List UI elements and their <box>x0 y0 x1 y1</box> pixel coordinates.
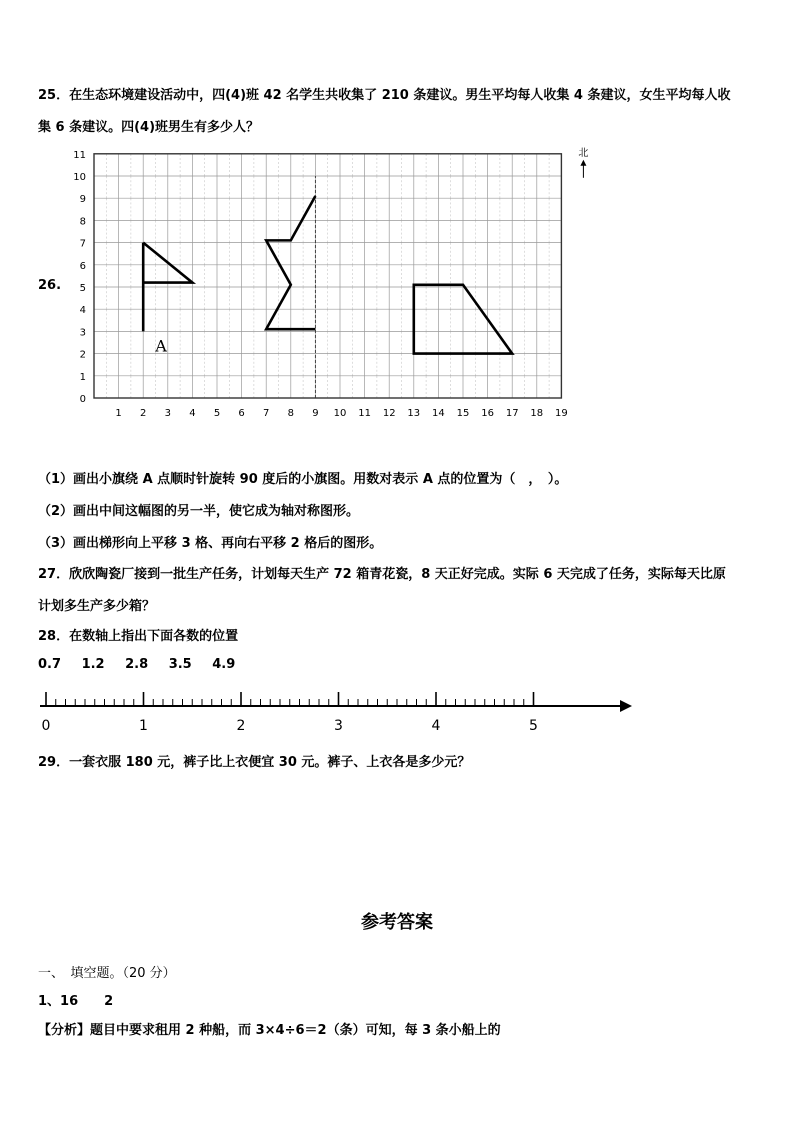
x-tick-label: 4 <box>189 408 196 419</box>
x-tick-label: 5 <box>213 408 221 419</box>
q28-number: 4.9 <box>212 657 236 672</box>
q29-text: 29．一套衣服 180 元，裤子比上衣便宜 30 元。裤子、上衣各是多少元？ <box>38 755 471 770</box>
y-tick-label: 7 <box>79 238 86 250</box>
north-arrowhead-icon <box>580 160 586 166</box>
number-line-label: 2 <box>236 718 246 734</box>
x-tick-label: 15 <box>456 408 470 419</box>
y-tick-label: 5 <box>79 283 86 294</box>
y-tick-label: 6 <box>79 260 86 272</box>
y-tick-label: 1 <box>79 371 86 383</box>
x-tick-label: 3 <box>164 408 171 419</box>
x-tick-label: 6 <box>238 408 245 419</box>
answers-title: 参考答案 <box>361 912 433 933</box>
y-tick-label: 8 <box>79 216 86 228</box>
q25-line2: 集 6 条建议。四(4)班男生有多少人？ <box>38 120 260 135</box>
x-tick-label: 14 <box>432 408 445 419</box>
q28-title: 28．在数轴上指出下面各数的位置 <box>38 629 239 644</box>
answers-analysis: 【分析】题目中要求租用 2 种船，而 3×4÷6＝2（条）可知，每 3 条小船上的 <box>38 1023 501 1038</box>
q28-number: 3.5 <box>168 657 192 672</box>
north-label: 北 <box>578 147 589 159</box>
y-tick-label: 10 <box>73 172 86 183</box>
answers-section: 一、 填空题。（20 分） <box>38 966 176 981</box>
x-tick-label: 18 <box>530 408 544 419</box>
y-tick-label: 0 <box>79 394 86 405</box>
x-tick-label: 19 <box>555 408 568 419</box>
coordinate-grid <box>60 140 600 425</box>
answers-item1: 1、16 2 <box>38 994 114 1009</box>
y-tick-label: 4 <box>79 305 86 317</box>
x-tick-label: 17 <box>505 408 519 419</box>
x-tick-label: 9 <box>312 408 319 419</box>
number-line-arrow-icon <box>620 700 632 712</box>
x-tick-label: 11 <box>358 408 371 419</box>
q25-line1: 25．在生态环境建设活动中，四(4)班 42 名学生共收集了 210 条建议。男生平均每人收集 4 条建议，女生平均每人收 <box>38 88 731 103</box>
x-tick-label: 12 <box>382 408 396 419</box>
x-tick-label: 16 <box>481 408 494 419</box>
x-tick-label: 7 <box>263 408 270 419</box>
grid-border <box>94 154 561 398</box>
y-tick-label: 11 <box>73 149 86 161</box>
q26-number: 26. <box>38 278 62 293</box>
number-line-label: 5 <box>529 718 538 734</box>
x-tick-label: 13 <box>407 408 421 419</box>
x-tick-label: 1 <box>115 408 122 419</box>
q27-line1: 27．欣欣陶瓷厂接到一批生产任务，计划每天生产 72 箱青花瓷，8 天正好完成。实际 6 天完成了任务，实际每天比原 <box>38 567 726 582</box>
x-tick-label: 8 <box>287 408 294 419</box>
number-line-label: 3 <box>334 718 343 734</box>
q26-sub3: （3）画出梯形向上平移 3 格、再向右平移 2 格后的图形。 <box>38 536 383 551</box>
q26-sub1: （1）画出小旗绕 A 点顺时针旋转 90 度后的小旗图。用数对表示 A 点的位置为（ ， ）。 <box>38 472 568 487</box>
number-line-label: 1 <box>139 718 148 734</box>
x-tick-label: 2 <box>140 408 147 419</box>
y-tick-label: 9 <box>79 194 86 206</box>
point-a-label: A <box>155 336 167 356</box>
y-tick-label: 3 <box>79 327 86 339</box>
number-line-label: 0 <box>41 718 51 734</box>
y-tick-label: 2 <box>79 349 86 361</box>
q27-line2: 计划多生产多少箱？ <box>38 599 156 614</box>
number-line <box>36 686 636 734</box>
q26-sub2: （2）画出中间这幅图的另一半，使它成为轴对称图形。 <box>38 504 360 519</box>
q28-number: 2.8 <box>125 657 149 672</box>
q28-number: 1.2 <box>81 657 105 672</box>
x-tick-label: 10 <box>333 408 347 419</box>
number-line-label: 4 <box>431 718 441 734</box>
q28-numbers <box>38 657 251 672</box>
q28-number: 0.7 <box>38 657 62 672</box>
